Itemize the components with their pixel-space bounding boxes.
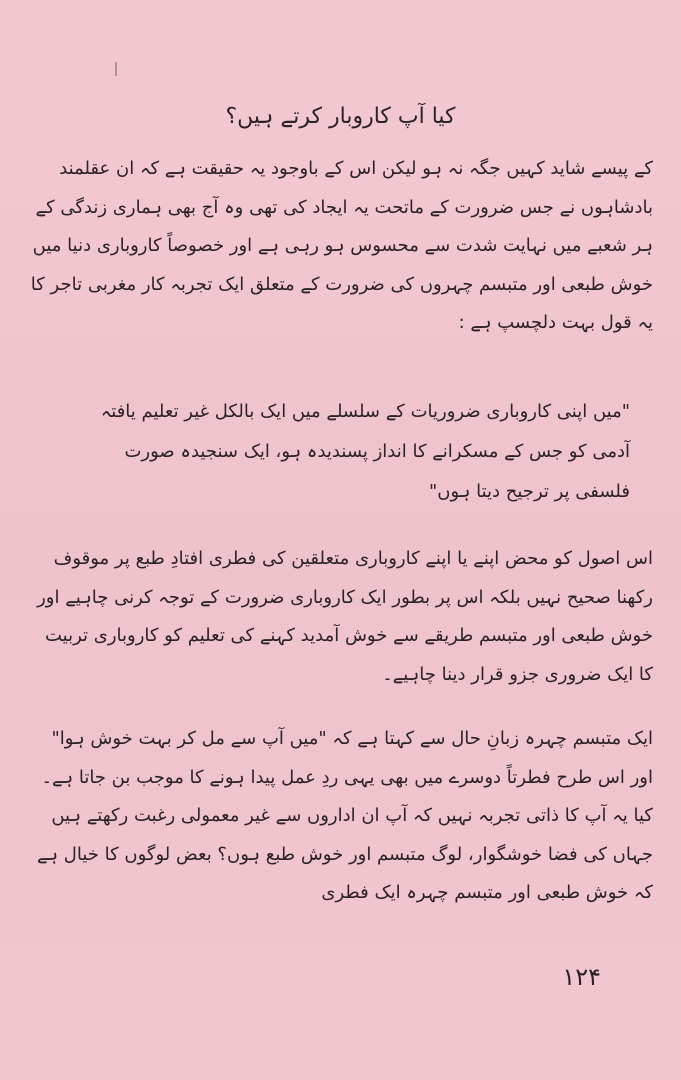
paragraph-1: کے پیسے شاید کہیں جگہ نہ ہو لیکن اس کے باوجود یہ حقیقت ہے کہ ان عقلمند بادشاہوں نے جس ضرورت کے ماتحت یہ ایجاد کی تھی وہ آج بھی ہماری زندگی کے ہر شعبے میں نہایت شدت سے محسوس ہو رہی ہے اور خصوصاً کاروباری دنیا میں خوش طبعی اور متبسم چہروں کی ضرورت کے متعلق ایک تجربہ کار مغربی تاجر کا یہ قول بہت دلچسپ ہے :: [30, 158, 653, 333]
page-title: کیا آپ کاروبار کرتے ہیں؟: [225, 104, 456, 129]
paragraph-3: ایک متبسم چہرہ زبانِ حال سے کہتا ہے کہ "میں آپ سے مل کر بہت خوش ہوا" اور اس طرح فطرتاً دوسرے میں بھی یہی ردِ عمل پیدا ہونے کا موجب بن جاتا ہے۔ کیا یہ آپ کا ذاتی تجربہ نہیں کہ آپ ان اداروں سے غیر معمولی رغبت رکھتے ہیں جہاں کی فضا خوشگوار، لوگ متبسم اور خوش طبع ہوں؟ بعض لوگوں کا خیال ہے کہ خوش طبعی اور متبسم چہرہ ایک فطری: [36, 728, 653, 903]
paragraph-2: اس اصول کو محض اپنے یا اپنے کاروباری متعلقین کی فطری افتادِ طبع پر موقوف رکھنا صحیح نہیں بلکہ اس پر بطور ایک کاروباری ضرورت کے توجہ کرنی چاہیے اور خوش طبعی اور متبسم طریقے سے خوش آمدید کہنے کی تعلیم کو کاروباری تربیت کا ایک ضروری جزو قرار دینا چاہیے۔: [37, 548, 653, 685]
block-quote: "میں اپنی کاروباری ضروریات کے سلسلے میں ایک بالکل غیر تعلیم یافتہ آدمی کو جس کے مسکرانے کا انداز پسندیدہ ہو، ایک سنجیدہ صورت فلسفی پر ترجیح دیتا ہوں": [100, 401, 630, 502]
page-number: ۱۲۴: [562, 963, 601, 991]
ink-speck: [115, 62, 117, 76]
